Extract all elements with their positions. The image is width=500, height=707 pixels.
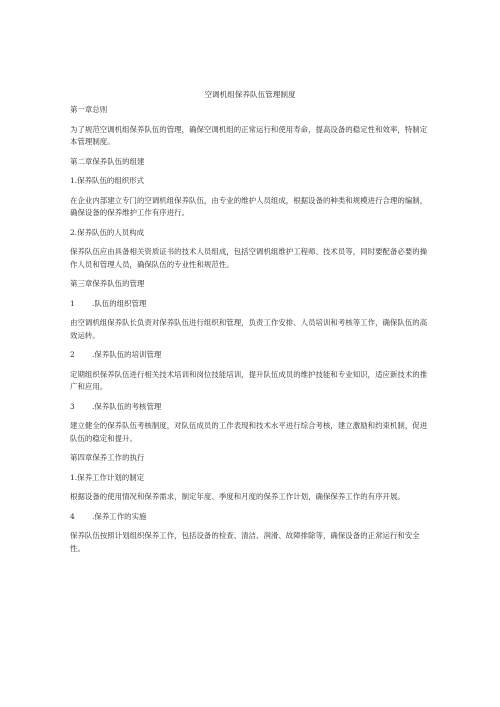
- chapter-heading: [70, 104, 432, 117]
- chapter-heading: [70, 278, 432, 291]
- heading-text: 1.保养队伍的组织形式: [70, 176, 145, 185]
- paragraph: 保养队伍按照计划组织保养工作，包括设备的检查、清洁、润滑、故障排除等，确保设备的正常运行和安全性。: [70, 531, 420, 553]
- paragraph: 在企业内部建立专门的空调机组保养队伍，由专业的维护人员组成，根据设备的种类和规模进行合理的编制，确保设备的保养维护工作有序进行。: [70, 195, 428, 217]
- heading-text: .保养队伍的培训管理: [92, 350, 162, 359]
- heading-text: 第三章保养队伍的管理: [70, 279, 145, 288]
- section-number: 1: [70, 298, 75, 308]
- paragraph: 建立健全的保养队伍考核制度，对队伍成员的工作表现和技术水平进行综合考核，建立激励和约束机制，促进队伍的稳定和提升。: [70, 421, 428, 443]
- chapter-heading: [70, 156, 432, 169]
- section-number: 4: [70, 511, 75, 521]
- section-heading: [70, 511, 432, 524]
- section-number: 3: [70, 401, 75, 411]
- paragraph: 由空调机组保养队长负责对保养队伍进行组织和管理，负责工作安排、人员培训和考核等工作，确保队伍的高效运转。: [70, 318, 428, 340]
- heading-text: .保养工作的实施: [92, 511, 147, 521]
- section-heading: [70, 472, 432, 485]
- document-title: 空调机组保养队伍管理制度: [204, 90, 296, 99]
- section-heading: [70, 227, 432, 240]
- paragraph: 定期组织保养队伍进行相关技术培训和岗位技能培训，提升队伍成员的维护技能和专业知识，适应新技术的推广和应用。: [70, 369, 428, 391]
- heading-text: 第一章总则: [70, 105, 108, 114]
- heading-text: 第二章保养队伍的组建: [70, 156, 145, 166]
- paragraph: 根据设备的使用情况和保养需求，制定年度、季度和月度的保养工作计划，确保保养工作的有序开展。: [70, 492, 405, 501]
- paragraph: 保养队伍应由具备相关资质证书的技术人员组成，包括空调机组维护工程师、技术员等，同时要配备必要的操作人员和管理人员，确保队伍的专业性和规范性。: [70, 247, 428, 269]
- heading-text: 1.保养工作计划的制定: [70, 472, 145, 482]
- section-heading: [70, 175, 432, 188]
- heading-text: .保养队伍的考核管理: [92, 401, 162, 411]
- heading-text: .队伍的组织管理: [92, 298, 147, 308]
- section-heading: [70, 298, 432, 311]
- heading-text: 2.保养队伍的人员构成: [70, 227, 145, 237]
- section-heading: [70, 401, 432, 414]
- document-body: [70, 104, 432, 555]
- chapter-heading: [70, 452, 432, 465]
- paragraph: 为了规范空调机组保养队伍的管理，确保空调机组的正常运行和使用寿命，提高设备的稳定性和效率，特制定本管理制度。: [70, 124, 428, 146]
- heading-text: 第四章保养工作的执行: [70, 453, 145, 462]
- section-number: 2: [70, 350, 75, 359]
- section-heading: [70, 349, 432, 362]
